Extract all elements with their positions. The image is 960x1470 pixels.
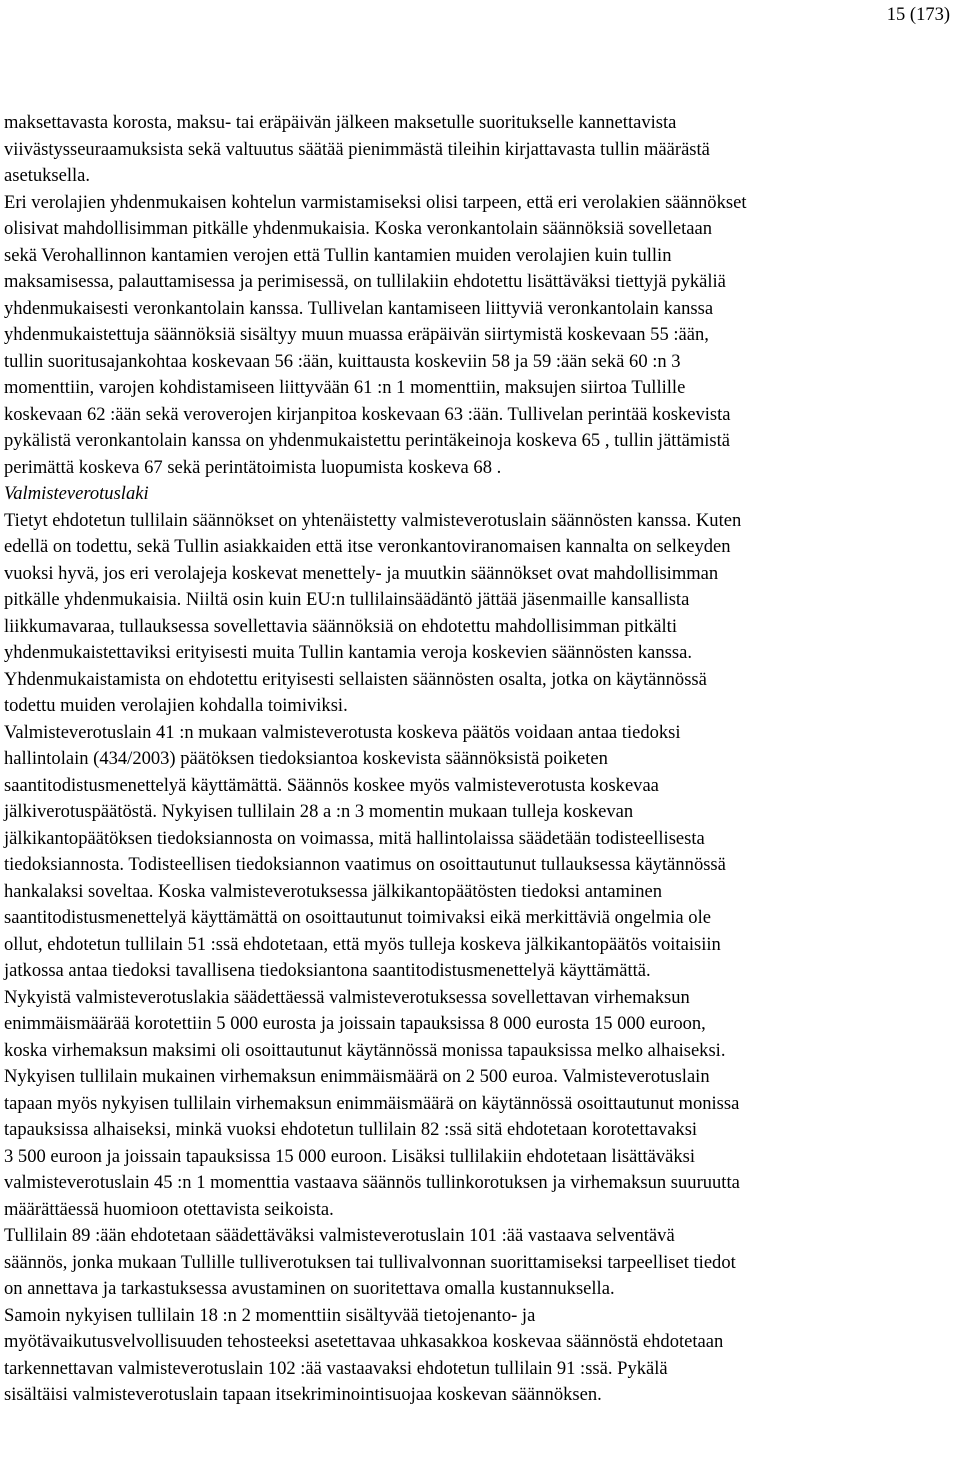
text-line: saantitodistusmenettelyä käyttämättä. Säännös koskee myös valmisteverotusta koskevaa bbox=[4, 774, 659, 796]
text-line: jälkikantopäätöksen tiedoksiannosta on voimassa, mitä hallintolaissa säädetään todisteellisesta bbox=[4, 827, 705, 849]
text-line: 3 500 euroon ja joissain tapauksissa 15 000 euroon. Lisäksi tullilakiin ehdotetaan lisättäväksi bbox=[4, 1145, 696, 1167]
text-line: pykälistä veronkantolain kanssa on yhdenmukaistettu perintäkeinoja koskeva 65 , tullin jättämistä bbox=[4, 430, 731, 451]
text-line: tapauksissa alhaiseksi, minkä vuoksi ehdotetun tullilain 82 :ssä sitä ehdotetaan korotettavaksi bbox=[4, 1119, 698, 1140]
text-line: vuoksi hyvä, jos eri verolajeja koskevat menettely- ja muutkin säännökset ovat mahdollisimman bbox=[4, 562, 719, 584]
text-line: Tietyt ehdotetun tullilain säännökset on yhtenäistetty valmisteverotuslain säännösten kanssa. Kuten bbox=[4, 509, 742, 531]
text-line: Eri verolajien yhdenmukaisen kohtelun varmistamiseksi olisi tarpeen, että eri verolakien säännökset bbox=[4, 191, 747, 213]
text-line: määrättäessä huomioon otettavista seikoista. bbox=[4, 1198, 334, 1220]
text-line: yhdenmukaistettuja säännöksiä sisältyy muun muassa eräpäivän siirtymistä koskevaan 55 :ään, bbox=[4, 324, 709, 345]
text-line: jälkiverotuspäätöstä. Nykyisen tullilain 28 a :n 3 momentin mukaan tulleja koskevan bbox=[4, 801, 634, 822]
text-line: on annettava ja tarkastuksessa avustaminen on suoritettava omalla kustannuksella. bbox=[4, 1278, 615, 1299]
paragraph bbox=[4, 110, 956, 190]
section-heading bbox=[4, 481, 956, 508]
text-line: viivästysseuraamuksista sekä valtuutus säätää pienimmästä tileihin kirjattavasta tullin määrästä bbox=[4, 138, 710, 160]
text-line: koska virhemaksun maksimi oli osoittautunut käytännössä monissa tapauksissa melko alhaiseksi. bbox=[4, 1039, 726, 1061]
text-line: hankalaksi soveltaa. Koska valmisteverotuksessa jälkikantopäätösten tiedoksi antaminen bbox=[4, 880, 663, 902]
text-line: olisivat mahdollisimman pitkälle yhdenmukaisia. Koska veronkantolain säännöksiä sovelletaan bbox=[4, 218, 713, 239]
text-line: Tullilain 89 :ään ehdotetaan säädettäväksi valmisteverotuslain 101 :ää vastaava selventävä bbox=[4, 1225, 675, 1246]
text-line: perimättä koskeva 67 sekä perintätoimista luopumista koskeva 68 . bbox=[4, 456, 502, 478]
text-line: Nykyistä valmisteverotuslakia säädettäessä valmisteverotuksessa sovellettavan virhemaksun bbox=[4, 986, 690, 1008]
text-line: tiedoksiannosta. Todisteellisen tiedoksiannon vaatimus on osoittautunut tullauksessa käytännössä bbox=[4, 854, 726, 875]
text-line: hallintolain (434/2003) päätöksen tiedoksiantoa koskevista säännöksistä poiketen bbox=[4, 748, 608, 769]
text-line: yhdenmukaisesti veronkantolain kanssa. Tullivelan kantamiseen liittyviä veronkantolain kanssa bbox=[4, 297, 714, 319]
text-line: sekä Verohallinnon kantamien verojen että Tullin kantamien muiden verolajien kuin tullin bbox=[4, 244, 672, 266]
paragraph bbox=[4, 1223, 956, 1303]
text-line: valmisteverotuslain 45 :n 1 momenttia vastaava säännös tullinkorotuksen ja virhemaksun suuruutta bbox=[4, 1172, 740, 1193]
paragraph bbox=[4, 190, 956, 482]
paragraph bbox=[4, 985, 956, 1224]
text-line: yhdenmukaistettaviksi erityisesti muita Tullin kantamia veroja koskevien säännösten kanssa. bbox=[4, 642, 692, 663]
text-line: maksettavasta korosta, maksu- tai eräpäivän jälkeen maksetulle suoritukselle kannettavista bbox=[4, 112, 677, 133]
text-line: Valmisteverotuslaki bbox=[4, 483, 149, 504]
text-line: koskevaan 62 :ään sekä veroverojen kirjanpitoa koskevaan 63 :ään. Tullivelan perintää koskevista bbox=[4, 403, 731, 425]
text-line: Nykyisen tullilain mukainen virhemaksun enimmäismäärä on 2 500 euroa. Valmisteverotuslain bbox=[4, 1066, 710, 1087]
paragraph bbox=[4, 508, 956, 720]
text-line: tapaan myös nykyisen tullilain virhemaksun enimmäismäärä on käytännössä osoittautunut monissa bbox=[4, 1092, 740, 1114]
text-line: momenttiin, varojen kohdistamiseen liittyvään 61 :n 1 momenttiin, maksujen siirtoa Tullille bbox=[4, 377, 686, 398]
text-line: liikkumavaraa, tullauksessa sovellettavia säännöksiä on ehdotettu mahdollisimman pitkälti bbox=[4, 615, 677, 637]
text-line: enimmäismäärää korotettiin 5 000 eurosta ja joissain tapauksissa 8 000 eurosta 15 000 euroon, bbox=[4, 1013, 706, 1034]
paragraph bbox=[4, 720, 956, 985]
text-line: todettu muiden verolajien kohdalla toimiviksi. bbox=[4, 695, 348, 716]
paragraph bbox=[4, 1303, 956, 1409]
text-line: myötävaikutusvelvollisuuden tehosteeksi asetettavaa uhkasakkoa koskevaa säännöstä ehdotetaan bbox=[4, 1331, 724, 1352]
text-line: pitkälle yhdenmukaisia. Niiltä osin kuin EU:n tullilainsäädäntö jättää jäsenmaille kansallista bbox=[4, 589, 690, 610]
text-line: säännös, jonka mukaan Tullille tulliverotuksen tai tullivalvonnan suorittamiseksi tarpeelliset tiedot bbox=[4, 1251, 736, 1273]
text-line: tarkennettavan valmisteverotuslain 102 :ää vastaavaksi ehdotetun tullilain 91 :ssä. Pykälä bbox=[4, 1357, 668, 1379]
text-line: saantitodistusmenettelyä käyttämättä on osoittautunut toimivaksi eikä merkittäviä ongelmia ole bbox=[4, 907, 711, 928]
text-line: jatkossa antaa tiedoksi tavallisena tiedoksiantona saantitodistusmenettelyä käyttämättä. bbox=[4, 960, 651, 981]
page-number: 15 (173) bbox=[886, 5, 950, 25]
text-line: asetuksella. bbox=[4, 165, 91, 186]
text-line: edellä on todettu, sekä Tullin asiakkaiden että itse veronkantoviranomaisen kannalta on selkeyden bbox=[4, 536, 731, 557]
text-line: Samoin nykyisen tullilain 18 :n 2 momenttiin sisältyvää tietojenanto- ja bbox=[4, 1304, 536, 1326]
document-body bbox=[4, 110, 956, 1409]
text-line: sisältäisi valmisteverotuslain tapaan itsekriminointisuojaa koskevan säännöksen. bbox=[4, 1384, 602, 1405]
text-line: Yhdenmukaistamista on ehdotettu erityisesti sellaisten säännösten osalta, jotka on käytännössä bbox=[4, 668, 707, 690]
text-line: Valmisteverotuslain 41 :n mukaan valmisteverotusta koskeva päätös voidaan antaa tiedoksi bbox=[4, 721, 681, 743]
text-line: ollut, ehdotetun tullilain 51 :ssä ehdotetaan, että myös tulleja koskeva jälkikantopäätös voitaisiin bbox=[4, 933, 721, 955]
text-line: tullin suoritusajankohtaa koskevaan 56 :ään, kuittausta koskeviin 58 ja 59 :ään sekä 60 :n 3 bbox=[4, 350, 681, 372]
text-line: maksamisessa, palauttamisessa ja perimisessä, on tullilakiin ehdotettu lisättäväksi tiettyjä pykäliä bbox=[4, 271, 726, 292]
